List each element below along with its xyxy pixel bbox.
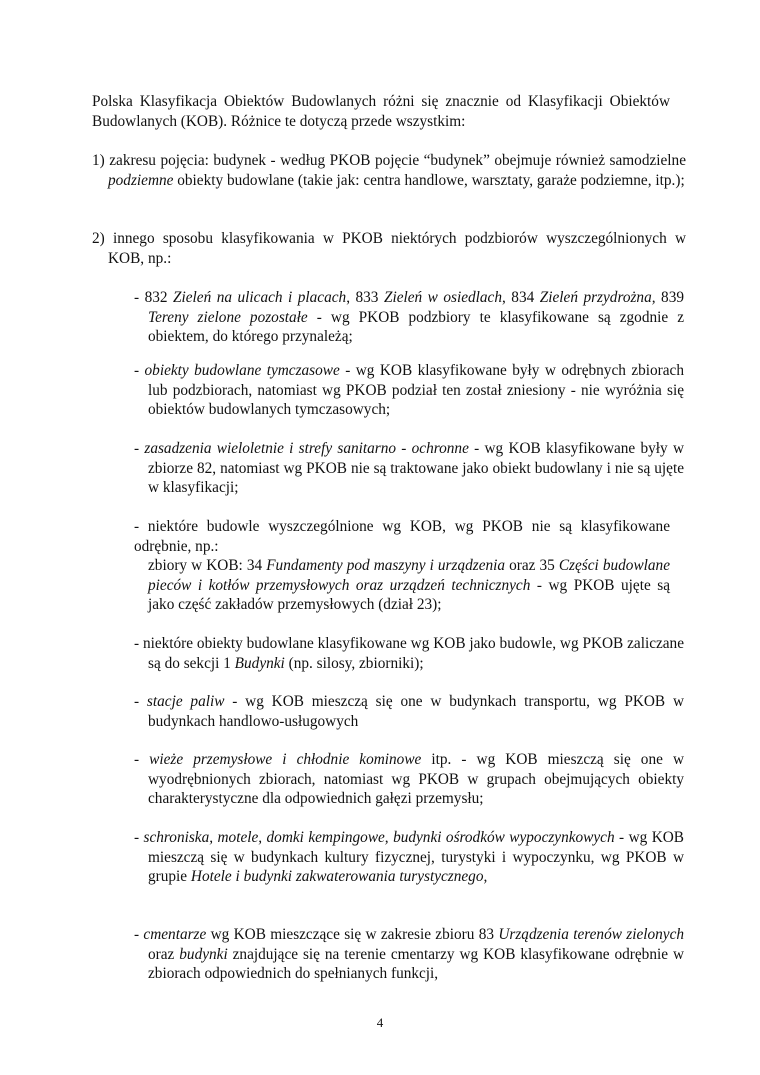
text: oraz 35 [505,557,559,574]
point-2-number: 2) [92,230,105,247]
bullet-structures-detail [148,556,670,615]
text: - [134,751,150,768]
bullet-temporary-objects [134,361,684,420]
point-1-text-end: obiekty budowlane (takie jak: centra handlowe, warsztaty, garaże podziemne, itp.); [173,171,685,189]
text: , 834 [501,289,540,306]
text: - [134,362,145,379]
italic-text: Części budowlane pieców i kotłów przemysłowych oraz urządzeń technicznych [148,557,670,594]
bullet-green-areas [134,288,684,347]
intro-paragraph [92,92,670,131]
text: zbiory w KOB: 34 [148,557,267,574]
italic-text: stacje paliw [146,693,225,710]
italic-text: schroniska, motele, domki kempingowe, budynki ośrodków wypoczynkowych [143,829,615,846]
point-1-italic: podziemne [108,171,174,189]
point-2-text: innego sposobu klasyfikowania w PKOB niektórych podzbiorów wyszczególnionych w KOB, np.: [104,230,686,267]
bullet-plantings [134,439,684,498]
text: - wg KOB mieszczą się w budynkach kultury fizycznej, turystyki i wypoczynku, wg PKOB w grupie [148,829,685,886]
text: - [134,440,145,457]
italic-text: Zieleń przydrożna, [539,289,656,306]
point-1-number: 1) [92,152,105,169]
text: - 832 [134,289,174,306]
text: - [134,693,147,710]
text: - wg PKOB podzbiory te klasyfikowane są zgodnie z obiektem, do którego przynależą; [148,308,685,346]
text: - wg KOB mieszczą się one w budynkach transportu, wg PKOB w budynkach handlowo-usługowych [148,693,684,730]
bullet-hostels [134,828,684,887]
text: znajdujące się na terenie cmentarzy wg KOB klasyfikowane odrębnie w zbiorach odpowiednich do spełnianych funkcji, [148,945,684,983]
italic-text: wieże przemysłowe i chłodnie kominowe [149,751,422,768]
italic-text: budynki [179,945,228,963]
italic-text: zasadzenia wieloletnie i strefy sanitarno - ochronne [144,440,469,457]
point-2 [92,229,686,268]
page-number: 4 [376,1015,384,1030]
italic-text: Tereny zielone pozostałe [148,308,308,326]
point-1-text: zakresu pojęcia: budynek - według PKOB pojęcie “budynek” obejmuje również samodzielne [104,152,686,169]
text: wg KOB mieszczące się w zakresie zbioru 83 [206,926,499,943]
bullet-structures [134,517,670,556]
bullet-fuel-stations [134,692,684,731]
italic-text: Zieleń w osiedlach [383,289,502,306]
italic-text: cmentarze [143,926,207,943]
text: - [134,829,144,846]
italic-text: obiekty budowlane tymczasowe [144,362,340,379]
text: - [134,926,144,943]
text: - wg KOB klasyfikowane były w odrębnych zbiorach lub podzbiorach, natomiast wg PKOB podział ten został zniesiony - nie wyróżnia się obiektów budowlanych tymczasowych; [148,362,684,419]
italic-text: Fundamenty pod maszyny i urządzenia [266,557,506,574]
text: oraz [148,945,180,963]
italic-text: Urządzenia terenów zielonych [498,926,685,943]
bullet-cemeteries [134,925,684,984]
text: 839 [655,289,684,306]
text: - niektóre obiekty budowlane klasyfikowane wg KOB jako budowle, wg PKOB zaliczane są do sekcji 1 [134,635,684,672]
point-1 [92,151,686,190]
text: itp. - wg KOB mieszczą się one w wyodrębnionych zbiorach, natomiast wg PKOB w grupach obejmujących obiekty charakterystyczne dla odpowiednich gałęzi przemysłu; [148,751,684,808]
text: - niektóre budowle wyszczególnione wg KOB, wg PKOB nie są klasyfikowane odrębnie, np.: [134,518,670,555]
italic-text: Hotele i budynki zakwaterowania turystycznego, [190,868,488,886]
text: - wg KOB klasyfikowane były w zbiorze 82, natomiast wg PKOB nie są traktowane jako obiekt budowlany i nie są ujęte w klasyfikacji; [148,440,684,497]
bullet-buildings [134,634,684,673]
bullet-towers [134,750,684,809]
intro-text: Polska Klasyfikacja Obiektów Budowlanych różni się znacznie od Klasyfikacji Obiektów Budowlanych (KOB). Różnice te dotyczą przede wszystkim: [92,93,670,130]
italic-text: Budynki [234,654,285,672]
text: (np. silosy, zbiorniki); [284,654,424,672]
text: , 833 [346,289,384,306]
text: - wg PKOB ujęte są jako część zakładów przemysłowych (dział 23); [148,576,670,614]
italic-text: Zieleń na ulicach i placach [173,289,347,306]
